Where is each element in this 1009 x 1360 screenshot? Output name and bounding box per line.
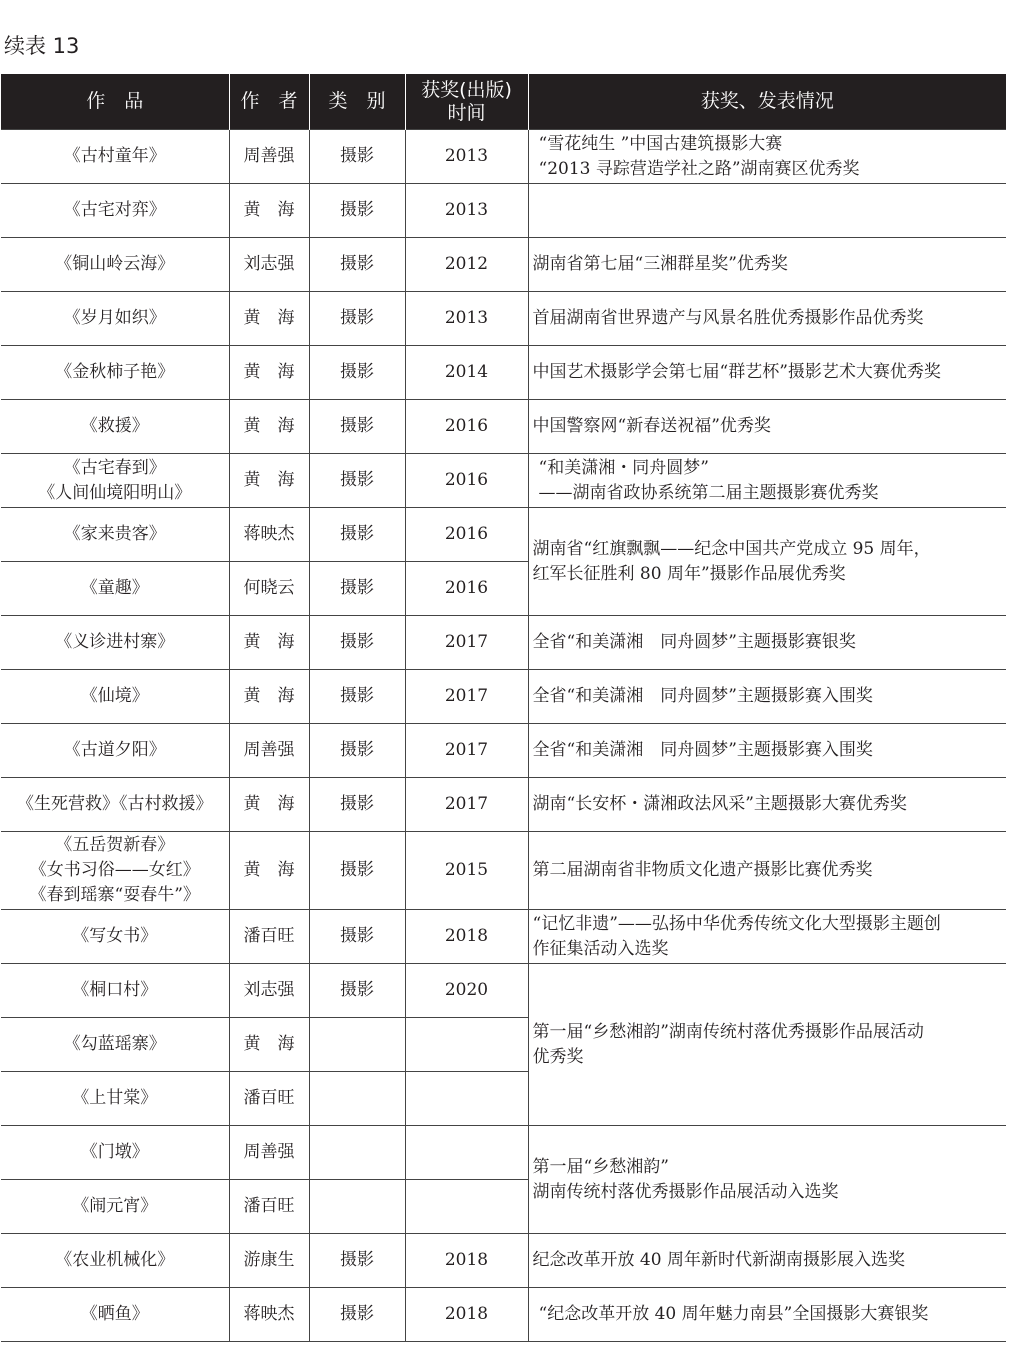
cell-author: 黄 海 [229,346,309,400]
cell-year: 2020 [405,964,528,1018]
cell-category: 摄影 [309,670,405,724]
cell-details: 中国艺术摄影学会第七届“群艺杯”摄影艺术大赛优秀奖 [528,346,1006,400]
cell-year: 2018 [405,1288,528,1342]
work-line: 《春到瑶寨“耍春牛”》 [29,885,200,905]
cell-author: 黄 海 [229,1018,309,1072]
details-line: “雪花纯生 ”中国古建筑摄影大赛 [538,133,783,154]
cell-work: 《勾蓝瑶寨》 [1,1018,229,1072]
cell-author: 潘百旺 [229,1180,309,1234]
cell-category: 摄影 [309,724,405,778]
cell-work: 《金秋柿子艳》 [1,346,229,400]
cell-year: 2018 [405,1234,528,1288]
cell-category: 摄影 [309,964,405,1018]
table-row [1,616,1006,670]
cell-details-merged [528,964,1006,1126]
cell-author: 黄 海 [229,778,309,832]
work-line: 《人间仙境阳明山》 [38,482,192,503]
table-row [1,292,1006,346]
cell-category: 摄影 [309,562,405,616]
details-line: ——湖南省政协系统第二届主题摄影赛优秀奖 [538,482,879,503]
cell-details: 全省“和美潇湘 同舟圆梦”主题摄影赛银奖 [528,616,1006,670]
cell-category [309,1072,405,1126]
cell-year: 2014 [405,346,528,400]
details-line: 优秀奖 [532,1046,584,1067]
cell-work: 《桐口村》 [1,964,229,1018]
table-row [1,1126,1006,1180]
cell-author: 潘百旺 [229,1072,309,1126]
work-line: 《五岳贺新春》 [55,835,175,855]
header-category: 类 别 [309,74,405,130]
cell-category: 摄影 [309,454,405,508]
cell-category: 摄影 [309,1234,405,1288]
cell-author: 黄 海 [229,832,309,910]
cell-author: 蒋映杰 [229,1288,309,1342]
table-row [1,184,1006,238]
cell-category: 摄影 [309,508,405,562]
cell-details [528,910,1006,964]
details-line: “记忆非遗”——弘扬中华优秀传统文化大型摄影主题创 [532,913,941,934]
cell-year: 2018 [405,910,528,964]
cell-category [309,1018,405,1072]
header-year-line1: 获奖(出版) [421,78,512,101]
cell-work: 《义诊进村寨》 [1,616,229,670]
cell-details-merged [528,508,1006,616]
cell-year: 2013 [405,292,528,346]
cell-author: 周善强 [229,724,309,778]
cell-category: 摄影 [309,778,405,832]
cell-details [528,130,1006,184]
header-row [1,74,1006,130]
table-row [1,1234,1006,1288]
table-row [1,346,1006,400]
cell-work: 《古宅对弈》 [1,184,229,238]
cell-year: 2016 [405,400,528,454]
cell-author: 黄 海 [229,184,309,238]
cell-author: 周善强 [229,1126,309,1180]
cell-work: 《救援》 [1,400,229,454]
cell-work [1,832,229,910]
cell-category: 摄影 [309,910,405,964]
cell-work: 《岁月如织》 [1,292,229,346]
cell-work: 《古道夕阳》 [1,724,229,778]
cell-author: 游康生 [229,1234,309,1288]
cell-author: 何晓云 [229,562,309,616]
cell-category: 摄影 [309,400,405,454]
cell-details: 纪念改革开放 40 周年新时代新湖南摄影展入选奖 [528,1234,1006,1288]
cell-year [405,1018,528,1072]
cell-category: 摄影 [309,130,405,184]
details-line: 第一届“乡愁湘韵”湖南传统村落优秀摄影作品展活动 [532,1021,924,1042]
cell-work: 《铜山岭云海》 [1,238,229,292]
table-row [1,670,1006,724]
cell-category: 摄影 [309,238,405,292]
cell-details-merged [528,1126,1006,1234]
cell-year: 2017 [405,670,528,724]
cell-category: 摄影 [309,616,405,670]
header-year [405,74,528,130]
cell-year: 2016 [405,508,528,562]
table-row [1,910,1006,964]
cell-author: 刘志强 [229,238,309,292]
cell-work: 《生死营救》《古村救援》 [1,778,229,832]
cell-year: 2016 [405,454,528,508]
cell-author: 刘志强 [229,964,309,1018]
cell-category [309,1126,405,1180]
cell-year: 2013 [405,184,528,238]
details-line: “2013 寻踪营造学社之路”湖南赛区优秀奖 [538,158,860,179]
cell-category: 摄影 [309,832,405,910]
cell-category: 摄影 [309,184,405,238]
cell-author: 潘百旺 [229,910,309,964]
details-line: “和美潇湘・同舟圆梦” [538,457,709,478]
cell-year: 2012 [405,238,528,292]
cell-year [405,1126,528,1180]
cell-year [405,1072,528,1126]
cell-work: 《仙境》 [1,670,229,724]
cell-details: 全省“和美潇湘 同舟圆梦”主题摄影赛入围奖 [528,724,1006,778]
table-row [1,400,1006,454]
table-caption: 续表 13 [4,34,80,58]
header-details: 获奖、发表情况 [528,74,1006,130]
cell-details: 首届湖南省世界遗产与风景名胜优秀摄影作品优秀奖 [528,292,1006,346]
table-row [1,832,1006,910]
table-row [1,508,1006,562]
cell-author: 蒋映杰 [229,508,309,562]
cell-author: 黄 海 [229,454,309,508]
table-row [1,778,1006,832]
cell-year: 2017 [405,724,528,778]
details-line: 第一届“乡愁湘韵” [532,1156,669,1177]
cell-details [528,184,1006,238]
cell-work: 《农业机械化》 [1,1234,229,1288]
header-year-line2: 时间 [447,101,486,124]
cell-details: 全省“和美潇湘 同舟圆梦”主题摄影赛入围奖 [528,670,1006,724]
cell-work: 《童趣》 [1,562,229,616]
details-line: 湖南省“红旗飘飘——纪念中国共产党成立 95 周年， [532,538,931,559]
cell-author: 黄 海 [229,616,309,670]
cell-author: 黄 海 [229,400,309,454]
cell-work: 《写女书》 [1,910,229,964]
table-row [1,130,1006,184]
cell-year: 2013 [405,130,528,184]
table-row [1,238,1006,292]
table-row [1,1288,1006,1342]
cell-year: 2015 [405,832,528,910]
cell-details: “纪念改革开放 40 周年魅力南县”全国摄影大赛银奖 [528,1288,1006,1342]
cell-work: 《闹元宵》 [1,1180,229,1234]
details-line: 作征集活动入选奖 [532,938,669,959]
header-work: 作 品 [1,74,229,130]
cell-details: 湖南“长安杯・潇湘政法风采”主题摄影大赛优秀奖 [528,778,1006,832]
cell-author: 周善强 [229,130,309,184]
cell-details [528,454,1006,508]
cell-year: 2017 [405,616,528,670]
cell-work: 《上甘棠》 [1,1072,229,1126]
cell-category: 摄影 [309,346,405,400]
awards-table [1,74,1006,1342]
cell-year: 2017 [405,778,528,832]
cell-year: 2016 [405,562,528,616]
cell-category: 摄影 [309,1288,405,1342]
details-line: 红军长征胜利 80 周年”摄影作品展优秀奖 [532,563,846,584]
cell-details: 第二届湖南省非物质文化遗产摄影比赛优秀奖 [528,832,1006,910]
cell-author: 黄 海 [229,670,309,724]
cell-work: 《古村童年》 [1,130,229,184]
cell-category: 摄影 [309,292,405,346]
cell-category [309,1180,405,1234]
cell-work: 《门墩》 [1,1126,229,1180]
cell-work [1,454,229,508]
cell-work: 《家来贵客》 [1,508,229,562]
cell-work: 《晒鱼》 [1,1288,229,1342]
table-row [1,964,1006,1018]
work-line: 《女书习俗——女红》 [29,860,200,880]
work-line: 《古宅春到》 [63,457,166,478]
details-line: 湖南传统村落优秀摄影作品展活动入选奖 [532,1181,839,1202]
cell-details: 湖南省第七届“三湘群星奖”优秀奖 [528,238,1006,292]
table-row [1,454,1006,508]
cell-year [405,1180,528,1234]
header-author: 作 者 [229,74,309,130]
cell-details: 中国警察网“新春送祝福”优秀奖 [528,400,1006,454]
cell-author: 黄 海 [229,292,309,346]
table-row [1,724,1006,778]
